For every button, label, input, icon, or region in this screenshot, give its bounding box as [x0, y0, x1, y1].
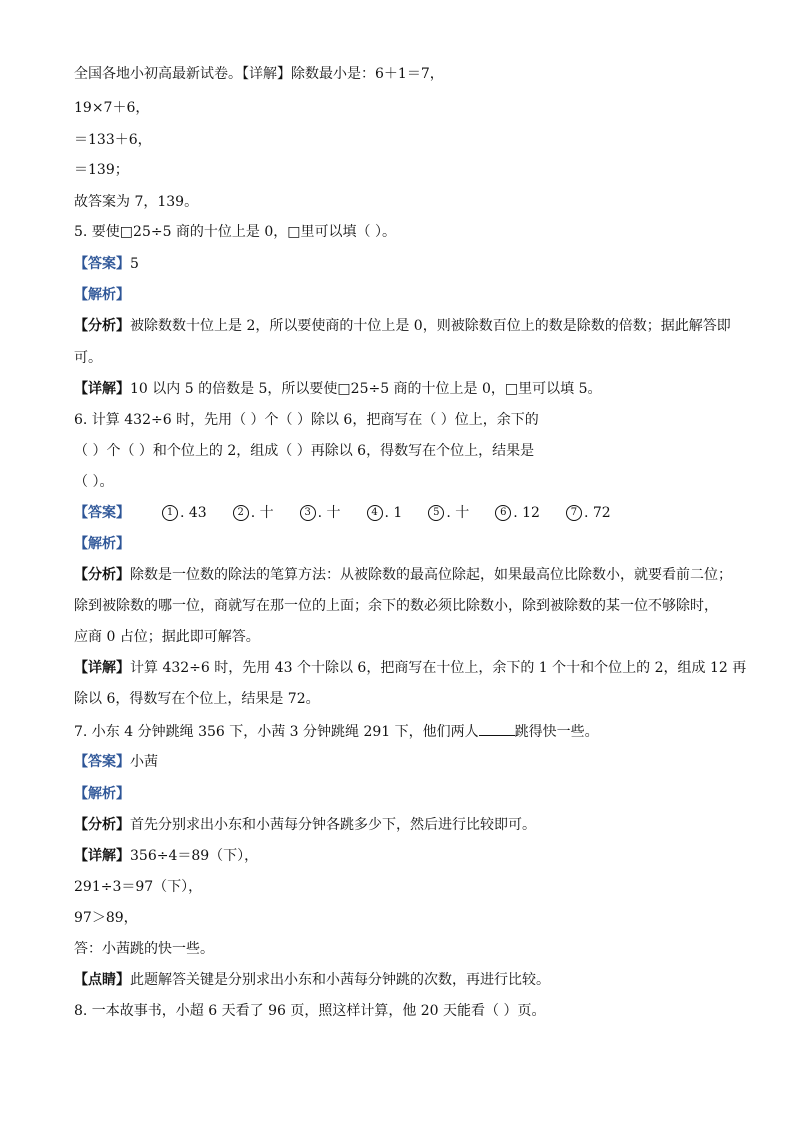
question-text: 跳得快一些。 — [514, 724, 599, 740]
question-6-cont: （ ）。 — [74, 474, 114, 490]
analysis-text: 被除数数十位上是 2，所以要使商的十位上是 0，则被除数百位上的数是除数的倍数；据此解答即 — [130, 318, 731, 334]
answer-tag: 【答案】 — [74, 505, 130, 521]
circled-number: 6 — [495, 505, 511, 521]
blank-underline — [479, 723, 515, 736]
circled-number: 4 — [367, 505, 383, 521]
answer-value: . 43 — [180, 505, 207, 521]
answer-row — [74, 754, 158, 770]
detail-line — [74, 381, 602, 397]
text-line: ＝133＋6， — [74, 132, 152, 148]
detail-text: 356÷4＝89（下）， — [130, 848, 259, 864]
answer-item — [428, 505, 469, 521]
detail-tag: 【详解】 — [74, 660, 130, 676]
circled-number: 5 — [428, 505, 444, 521]
question-8: 8. 一本故事书，小超 6 天看了 96 页，照这样计算，他 20 天能看（ ）页。 — [74, 1003, 546, 1019]
analysis-line — [74, 567, 732, 583]
answer-value: 小茜 — [130, 754, 158, 770]
text-line: ＝139； — [74, 162, 129, 178]
answer-row — [74, 505, 637, 521]
analysis-heading: 【解析】 — [74, 786, 130, 802]
question-7 — [74, 723, 599, 740]
answer-value: . 十 — [250, 505, 274, 521]
answer-item — [495, 505, 540, 521]
analysis-line — [74, 318, 731, 334]
remark-line — [74, 972, 550, 988]
answer-value: 5 — [130, 256, 139, 272]
analysis-heading: 【解析】 — [74, 536, 130, 552]
detail-line: 97＞89， — [74, 910, 138, 926]
detail-text: 计算 432÷6 时，先用 43 个十除以 6，把商写在十位上，余下的 1 个十和个位上的 2，组成 12 再 — [130, 660, 747, 676]
text-line: 19×7＋6， — [74, 100, 150, 116]
analysis-text: 除数是一位数的除法的笔算方法：从被除数的最高位除起，如果最高位比除数小，就要看前二位； — [130, 567, 732, 583]
question-6-cont: （ ）个（ ）和个位上的 2，组成（ ）再除以 6，得数写在个位上，结果是 — [74, 443, 535, 459]
answer-value: . 十 — [317, 505, 341, 521]
analysis-line: 应商 0 占位；据此即可解答。 — [74, 629, 260, 645]
answer-list — [162, 505, 637, 521]
answer-value: . 12 — [513, 505, 540, 521]
analysis-tag: 【分析】 — [74, 318, 130, 334]
analysis-line — [74, 817, 536, 833]
detail-text: 10 以内 5 的倍数是 5，所以要使□25÷5 商的十位上是 0，□里可以填 5。 — [130, 381, 602, 397]
analysis-tag: 【分析】 — [74, 817, 130, 833]
answer-tag: 【答案】 — [74, 256, 130, 272]
analysis-line: 可。 — [74, 350, 102, 366]
detail-tag: 【详解】 — [74, 848, 130, 864]
answer-item — [300, 505, 341, 521]
answer-item — [162, 505, 207, 521]
text-line: 故答案为 7，139。 — [74, 194, 199, 210]
answer-item — [233, 505, 274, 521]
remark-text: 此题解答关键是分别求出小东和小茜每分钟跳的次数，再进行比较。 — [130, 972, 550, 988]
detail-line: 除以 6，得数写在个位上，结果是 72。 — [74, 691, 320, 707]
question-6: 6. 计算 432÷6 时，先用（ ）个（ ）除以 6，把商写在（ ）位上，余下的 — [74, 412, 539, 428]
analysis-heading: 【解析】 — [74, 287, 130, 303]
answer-item — [566, 505, 611, 521]
circled-number: 2 — [233, 505, 249, 521]
detail-line — [74, 660, 746, 676]
circled-number: 1 — [162, 505, 178, 521]
circled-number: 7 — [566, 505, 582, 521]
question-text: 7. 小东 4 分钟跳绳 356 下，小茜 3 分钟跳绳 291 下，他们两人 — [74, 724, 479, 740]
analysis-line: 除到被除数的哪一位，商就写在那一位的上面；余下的数必须比除数小，除到被除数的某一位不够除时， — [74, 598, 718, 614]
answer-item — [367, 505, 403, 521]
text-line: 全国各地小初高最新试卷。【详解】除数最小是：6＋1＝7， — [74, 66, 444, 82]
detail-tag: 【详解】 — [74, 381, 130, 397]
answer-value: . 1 — [384, 505, 403, 521]
circled-number: 3 — [300, 505, 316, 521]
answer-row — [74, 256, 139, 272]
analysis-text: 首先分别求出小东和小茜每分钟各跳多少下，然后进行比较即可。 — [130, 817, 536, 833]
detail-line: 答：小茜跳的快一些。 — [74, 941, 214, 957]
answer-tag: 【答案】 — [74, 754, 130, 770]
analysis-tag: 【分析】 — [74, 567, 130, 583]
answer-value: . 十 — [446, 505, 470, 521]
question-5: 5. 要使□25÷5 商的十位上是 0，□里可以填（ ）。 — [74, 224, 396, 240]
detail-line — [74, 848, 258, 864]
answer-value: . 72 — [583, 505, 611, 521]
remark-tag: 【点睛】 — [74, 972, 130, 988]
detail-line: 291÷3＝97（下）， — [74, 879, 203, 895]
